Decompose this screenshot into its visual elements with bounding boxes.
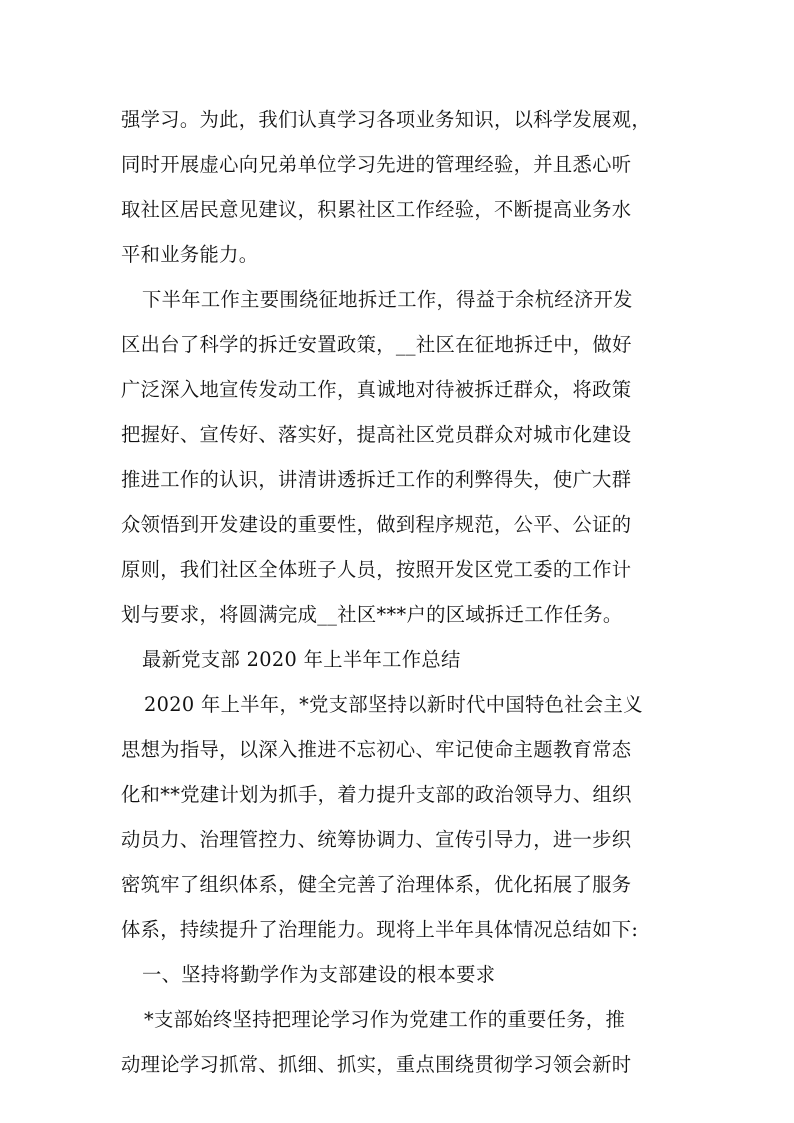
paragraph-line: 取社区居民意见建议，积累社区工作经验，不断提高业务水 — [121, 198, 632, 221]
paragraph-line: 密筑牢了组织体系，健全完善了治理体系，优化拓展了服务 — [121, 873, 632, 896]
paragraph-line: 众领悟到开发建设的重要性，做到程序规范，公平、公证的 — [121, 513, 632, 536]
paragraph-line: 推进工作的认识，讲清讲透拆迁工作的利弊得失，使广大群 — [121, 468, 632, 491]
paragraph-line: 平和业务能力。 — [121, 243, 259, 266]
paragraph-line: 2020 年上半年，*党支部坚持以新时代中国特色社会主义 — [144, 693, 643, 716]
paragraph-line: 化和**党建计划为抓手，着力提升支部的政治领导力、组织 — [121, 783, 632, 806]
paragraph-line: 广泛深入地宣传发动工作，真诚地对待被拆迁群众，将政策 — [121, 378, 632, 401]
paragraph-line: 思想为指导，以深入推进不忘初心、牢记使命主题教育常态 — [121, 738, 632, 761]
paragraph-line: *支部始终坚持把理论学习作为党建工作的重要任务，推 — [144, 1008, 626, 1031]
paragraph-line: 动员力、治理管控力、统筹协调力、宣传引导力，进一步织 — [121, 828, 632, 851]
paragraph-line: 动理论学习抓常、抓细、抓实，重点围绕贯彻学习领会新时 — [121, 1053, 632, 1076]
section-heading: 一、坚持将勤学作为支部建设的根本要求 — [142, 963, 496, 986]
paragraph-line: 下半年工作主要围绕征地拆迁工作，得益于余杭经济开发 — [142, 288, 633, 311]
paragraph-line: 划与要求，将圆满完成__社区***户的区域拆迁工作任务。 — [121, 603, 623, 626]
paragraph-line: 同时开展虚心向兄弟单位学习先进的管理经验，并且悉心听 — [121, 153, 632, 176]
paragraph-line: 区出台了科学的拆迁安置政策，__社区在征地拆迁中，做好 — [121, 333, 632, 356]
section-title: 最新党支部 2020 年上半年工作总结 — [142, 648, 461, 671]
paragraph-line: 体系，持续提升了治理能力。现将上半年具体情况总结如下: — [121, 918, 639, 941]
paragraph-line: 原则，我们社区全体班子人员，按照开发区党工委的工作计 — [121, 558, 632, 581]
paragraph-line: 把握好、宣传好、落实好，提高社区党员群众对城市化建设 — [121, 423, 632, 446]
paragraph-line: 强学习。为此，我们认真学习各项业务知识，以科学发展观， — [121, 108, 652, 131]
